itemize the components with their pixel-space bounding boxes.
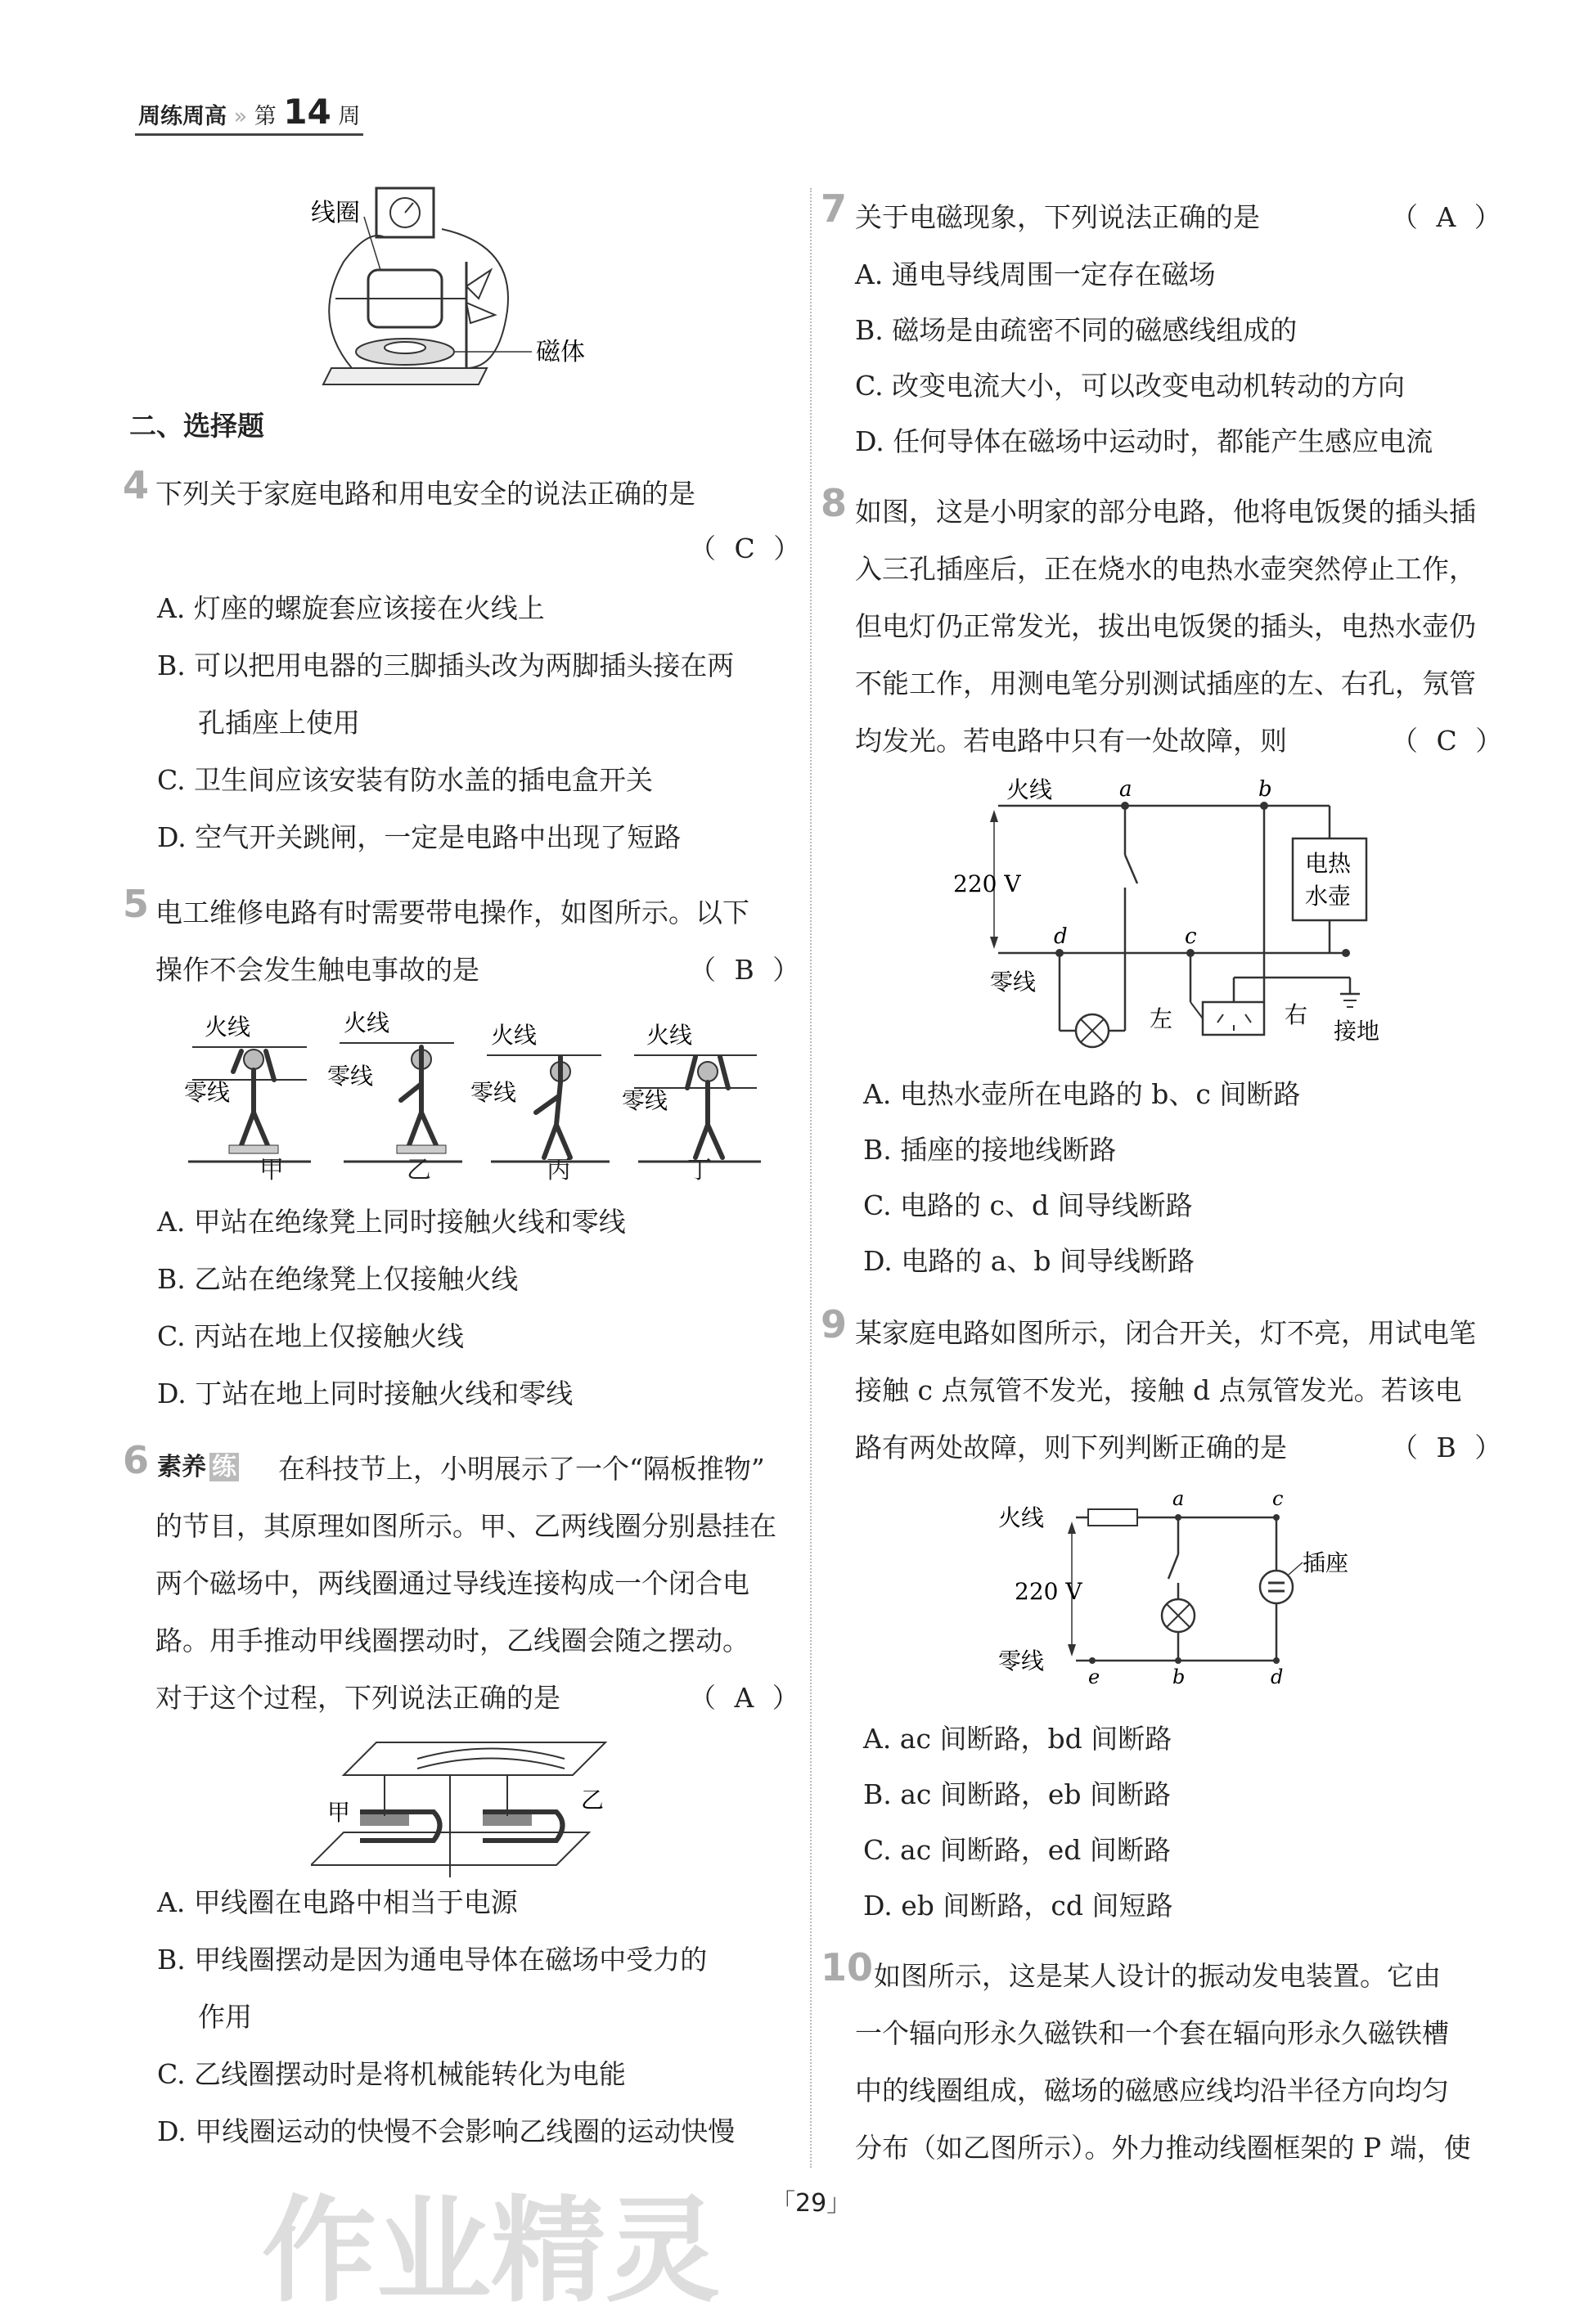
q8-line1: 如图，这是小明家的部分电路，他将电饭煲的插头插 xyxy=(855,496,1476,528)
q5-option-b: B. 乙站在绝缘凳上仅接触火线 xyxy=(157,1263,519,1295)
fig-label-ding: 丁 xyxy=(687,1156,712,1184)
q9-point-a: a xyxy=(1172,1487,1185,1510)
q5-option-d: D. 丁站在地上同时接触火线和零线 xyxy=(157,1378,574,1409)
column-divider xyxy=(810,188,812,2168)
q6-badge xyxy=(157,1446,239,1482)
q10-line3: 中的线圈组成，磁场的磁感应线均沿半径方向均匀 xyxy=(855,2075,1449,2106)
q8-line3: 但电灯仍正常发光，拔出电饭煲的插头，电热水壶仍 xyxy=(855,610,1476,642)
q4-option-c: C. 卫生间应该安装有防水盖的插电盒开关 xyxy=(157,764,654,796)
q8-line5: 均发光。若电路中只有一处故障，则 xyxy=(855,725,1287,757)
q6-answer: （ A ） xyxy=(689,1682,804,1714)
fig-label-jia: 甲 xyxy=(259,1156,284,1184)
q8-option-d: D. 电路的 a、b 间导线断路 xyxy=(863,1245,1195,1277)
q5-line2: 操作不会发生触电事故的是 xyxy=(155,954,479,986)
q8-point-b: b xyxy=(1258,777,1272,802)
fig-yi xyxy=(327,1009,462,1162)
fig-ding-neutral: 零线 xyxy=(622,1087,668,1114)
q5-option-c: C. 丙站在地上仅接触火线 xyxy=(157,1320,465,1352)
fig-jia xyxy=(184,1014,311,1162)
q8-line2: 入三孔插座后，正在烧水的电热水壶突然停止工作， xyxy=(855,553,1476,585)
q5-option-a: A. 甲站在绝缘凳上同时接触火线和零线 xyxy=(157,1206,626,1238)
fig-bing-neutral: 零线 xyxy=(470,1079,517,1106)
q8-kettle-line1: 电热 xyxy=(1305,850,1352,877)
q9-line1: 某家庭电路如图所示，闭合开关，灯不亮，用试电笔 xyxy=(855,1317,1476,1349)
page-number-value: 29 xyxy=(795,2189,827,2218)
fig-jia-live: 火线 xyxy=(205,1014,251,1041)
header-week-suffix: 周 xyxy=(338,104,361,129)
q9-live-label: 火线 xyxy=(998,1504,1045,1531)
q8-right-label: 右 xyxy=(1285,1001,1308,1028)
q8-point-c: c xyxy=(1185,924,1197,949)
q8-option-a: A. 电热水壶所在电路的 b、c 间断路 xyxy=(863,1078,1301,1110)
q4-option-a: A. 灯座的螺旋套应该接在火线上 xyxy=(157,592,545,624)
fig-ding xyxy=(622,1022,761,1162)
q6-line2: 的节目，其原理如图所示。甲、乙两线圈分别悬挂在 xyxy=(155,1510,776,1542)
q4-option-d: D. 空气开关跳闸，一定是电路中出现了短路 xyxy=(157,821,682,853)
q8-voltage: 220 V xyxy=(953,870,1021,897)
header-week-num: 14 xyxy=(283,92,331,132)
q9-point-c: c xyxy=(1272,1487,1284,1510)
q8-point-d: d xyxy=(1054,924,1068,949)
q7-answer: （ A ） xyxy=(1391,201,1506,233)
figure-two-coils xyxy=(311,1726,638,1890)
q9-answer: （ B ） xyxy=(1391,1432,1507,1463)
q9-voltage: 220 V xyxy=(1015,1578,1082,1605)
fig-yi-live: 火线 xyxy=(344,1009,390,1036)
q5-line1: 电工维修电路有时需要带电操作，如图所示。以下 xyxy=(155,897,749,928)
q9-socket-label: 插座 xyxy=(1303,1549,1349,1576)
q5-number: 5 xyxy=(123,882,150,926)
q7-option-c: C. 改变电流大小，可以改变电动机转动的方向 xyxy=(855,370,1406,402)
q8-number: 8 xyxy=(821,481,848,525)
label-magnet: 磁体 xyxy=(536,338,585,366)
q9-option-a: A. ac 间断路，bd 间断路 xyxy=(863,1723,1172,1755)
q4-option-b: B. 可以把用电器的三脚插头改为两脚插头接在两 xyxy=(157,650,735,681)
q9-number: 9 xyxy=(821,1302,848,1346)
q8-kettle-line2: 水壶 xyxy=(1305,883,1352,910)
q8-option-b: B. 插座的接地线断路 xyxy=(863,1134,1117,1166)
q10-line4: 分布（如乙图所示）。外力推动线圈框架的 P 端，使 xyxy=(855,2132,1471,2164)
q6-line4: 路。用手推动甲线圈摆动时，乙线圈会随之摆动。 xyxy=(155,1625,749,1656)
q7-option-d: D. 任何导体在磁场中运动时，都能产生感应电流 xyxy=(855,425,1433,457)
figure-circuit-q9 xyxy=(982,1481,1375,1693)
q4-stem: 下列关于家庭电路和用电安全的说法正确的是 xyxy=(155,478,695,510)
page-header xyxy=(135,92,363,136)
q5-answer: （ B ） xyxy=(689,954,805,986)
q8-left-label: 左 xyxy=(1150,1005,1173,1032)
fig-bing xyxy=(470,1022,610,1162)
fig6-label-yi: 乙 xyxy=(581,1787,605,1814)
q10-line2: 一个辐向形永久磁铁和一个套在辐向形永久磁铁槽 xyxy=(855,2017,1449,2049)
q8-point-a: a xyxy=(1119,777,1132,802)
fig-ding-live: 火线 xyxy=(646,1022,693,1049)
q6-badge-text: 素养 xyxy=(157,1453,206,1481)
header-week-prefix: 第 xyxy=(254,104,277,129)
fig-jia-neutral: 零线 xyxy=(184,1079,231,1106)
figure-coil-magnet xyxy=(303,180,614,393)
q8-option-c: C. 电路的 c、d 间导线断路 xyxy=(863,1189,1193,1221)
q4-number: 4 xyxy=(123,463,150,507)
q8-answer: （ C ） xyxy=(1391,725,1508,757)
q8-neutral-label: 零线 xyxy=(990,969,1037,996)
figure-circuit-q8 xyxy=(941,773,1399,1051)
watermark: 作业精灵 xyxy=(262,2185,721,2318)
q6-line1: 在科技节上，小明展示了一个“隔板推物” xyxy=(278,1453,765,1485)
q8-ground-label: 接地 xyxy=(1334,1018,1380,1045)
q6-badge-tag: 练 xyxy=(209,1453,239,1481)
fig-label-yi: 乙 xyxy=(407,1156,431,1184)
label-coil: 线圈 xyxy=(311,199,360,227)
fig-bing-live: 火线 xyxy=(491,1022,538,1049)
q9-option-d: D. eb 间断路，cd 间短路 xyxy=(863,1890,1173,1922)
q6-option-b: B. 甲线圈摆动是因为通电导体在磁场中受力的 xyxy=(157,1944,708,1976)
q7-option-b: B. 磁场是由疏密不同的磁感线组成的 xyxy=(855,314,1298,346)
q6-option-d: D. 甲线圈运动的快慢不会影响乙线圈的运动快慢 xyxy=(157,2115,736,2147)
q6-line5: 对于这个过程，下列说法正确的是 xyxy=(155,1682,560,1714)
q10-line1: 如图所示，这是某人设计的振动发电装置。它由 xyxy=(874,1960,1441,1992)
q9-point-d: d xyxy=(1271,1665,1284,1688)
page-number: 「29」 xyxy=(771,2189,852,2218)
q9-line3: 路有两处故障，则下列判断正确的是 xyxy=(855,1432,1287,1463)
q8-line4: 不能工作，用测电笔分别测试插座的左、右孔，氖管 xyxy=(855,668,1476,699)
fig-yi-neutral: 零线 xyxy=(327,1063,374,1090)
q10-number: 10 xyxy=(821,1945,874,1989)
q4-option-b-cont: 孔插座上使用 xyxy=(198,707,360,739)
q9-option-c: C. ac 间断路，ed 间断路 xyxy=(863,1834,1171,1866)
fig-label-bing: 丙 xyxy=(547,1156,571,1184)
q7-option-a: A. 通电导线周围一定存在磁场 xyxy=(855,258,1216,290)
q6-option-b-cont: 作用 xyxy=(198,2001,252,2033)
q6-line3: 两个磁场中，两线圈通过导线连接构成一个闭合电 xyxy=(155,1567,749,1599)
q6-option-a: A. 甲线圈在电路中相当于电源 xyxy=(157,1886,518,1918)
q9-point-b: b xyxy=(1172,1665,1186,1688)
q4-answer: （ C ） xyxy=(689,533,806,564)
q9-neutral-label: 零线 xyxy=(998,1647,1045,1674)
header-series: 周练周高 xyxy=(138,104,227,129)
q6-option-c: C. 乙线圈摆动时是将机械能转化为电能 xyxy=(157,2058,627,2090)
q8-live-label: 火线 xyxy=(1006,776,1053,803)
q9-point-e: e xyxy=(1088,1665,1100,1688)
header-arrow: » xyxy=(233,104,248,129)
q7-number: 7 xyxy=(821,187,848,231)
q9-option-b: B. ac 间断路，eb 间断路 xyxy=(863,1778,1172,1810)
section-title: 二、选择题 xyxy=(129,410,264,442)
q7-stem: 关于电磁现象，下列说法正确的是 xyxy=(855,201,1260,233)
q6-number: 6 xyxy=(123,1438,150,1482)
fig6-label-jia: 甲 xyxy=(327,1799,351,1826)
q9-line2: 接触 c 点氖管不发光，接触 d 点氖管发光。若该电 xyxy=(855,1374,1462,1406)
